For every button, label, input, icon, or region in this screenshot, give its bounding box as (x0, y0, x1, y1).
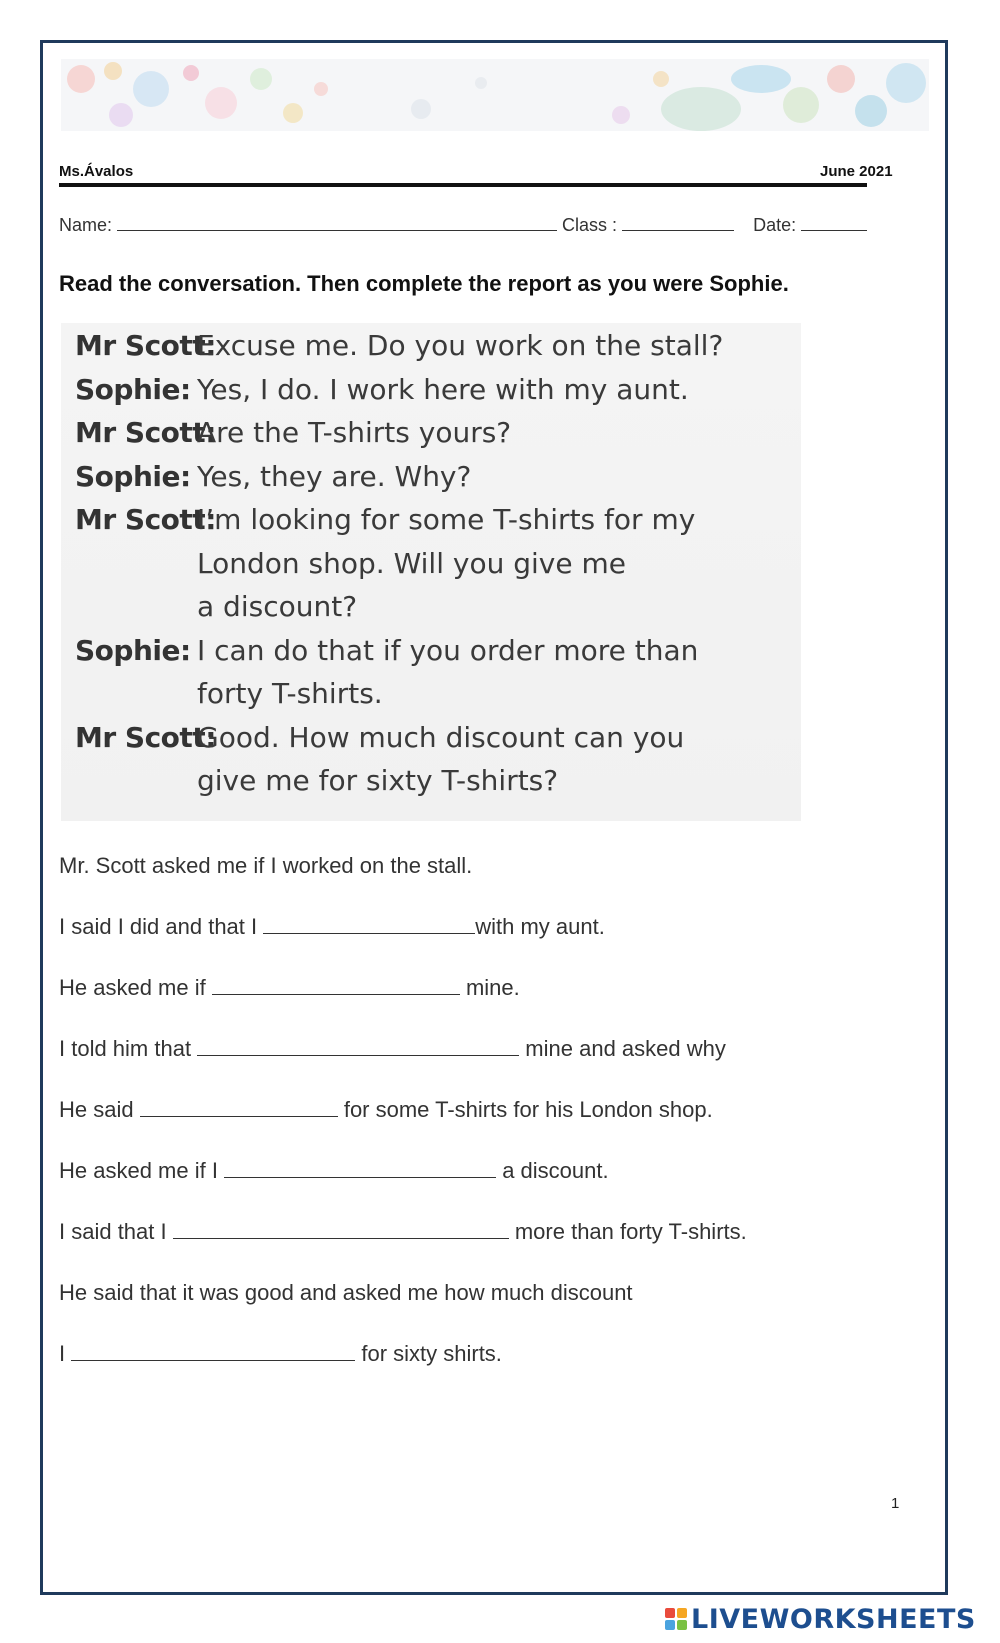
speech: I’m looking for some T-shirts for my (197, 503, 696, 536)
report-text: mine and asked why (519, 1036, 726, 1061)
speech: Are the T-shirts yours? (197, 416, 512, 449)
report-text: He asked me if I (59, 1158, 225, 1183)
report-line (59, 1341, 502, 1367)
report-text: Mr. Scott asked me if I worked on the stall. (59, 853, 473, 878)
liveworksheets-brand (665, 1602, 976, 1636)
speaker: Mr Scott: (75, 503, 216, 536)
report-line (59, 914, 605, 940)
page-number: 1 (891, 1495, 900, 1512)
header-rule (59, 183, 867, 187)
report-text: He said (59, 1097, 140, 1122)
report-text: He asked me if (59, 975, 212, 1000)
header-date: June 2021 (820, 163, 893, 180)
liveworksheets-logo-icon (665, 1608, 687, 1630)
report-text: I told him that (59, 1036, 198, 1061)
speech: I can do that if you order more than (197, 634, 699, 667)
speaker: Sophie: (75, 634, 191, 667)
report-text: for some T-shirts for his London shop. (337, 1097, 713, 1122)
dialogue-box (61, 323, 801, 821)
answer-blank[interactable] (173, 1237, 509, 1239)
name-label: Name: (59, 215, 113, 235)
speech: Yes, I do. I work here with my aunt. (197, 373, 689, 406)
report-text: mine. (459, 975, 520, 1000)
report-text: I said I did and that I (59, 914, 264, 939)
answer-blank[interactable] (140, 1115, 338, 1117)
decorative-banner (61, 59, 929, 131)
instruction: Read the conversation. Then complete the report as you were Sophie. (59, 271, 789, 296)
teacher-name: Ms.Ávalos (59, 163, 134, 180)
report-line (59, 1219, 747, 1245)
answer-blank[interactable] (197, 1054, 519, 1056)
report-line (59, 1158, 609, 1184)
report-line (59, 853, 472, 879)
speech: Yes, they are. Why? (197, 460, 472, 493)
answer-blank[interactable] (212, 993, 460, 995)
report-text: with my aunt. (475, 914, 605, 939)
speech: London shop. Will you give me (197, 547, 626, 580)
student-info-row (59, 215, 867, 236)
report-text: a discount. (496, 1158, 609, 1183)
answer-blank[interactable] (224, 1176, 496, 1178)
worksheet-page (40, 40, 948, 1595)
class-blank[interactable] (622, 229, 734, 231)
report-line (59, 1036, 726, 1062)
speaker: Sophie: (75, 460, 191, 493)
report-text: for sixty shirts. (355, 1341, 502, 1366)
report-text: I said that I (59, 1219, 173, 1244)
speech: forty T-shirts. (197, 677, 383, 710)
speaker: Sophie: (75, 373, 191, 406)
report-line (59, 1097, 713, 1123)
report-line (59, 975, 520, 1001)
speech: Good. How much discount can you (197, 721, 685, 754)
report-text: I (59, 1341, 72, 1366)
date-blank[interactable] (801, 229, 867, 231)
speaker: Mr Scott: (75, 721, 216, 754)
speech: a discount? (197, 590, 358, 623)
speech: give me for sixty T-shirts? (197, 764, 559, 797)
date-label: Date: (753, 215, 797, 235)
class-label: Class : (562, 215, 618, 235)
speaker: Mr Scott: (75, 329, 216, 362)
speech: Excuse me. Do you work on the stall? (197, 329, 724, 362)
report-text: more than forty T-shirts. (508, 1219, 747, 1244)
answer-blank[interactable] (71, 1359, 355, 1361)
report-text: He said that it was good and asked me how much discount (59, 1280, 633, 1305)
speaker: Mr Scott: (75, 416, 216, 449)
report-line (59, 1280, 633, 1306)
answer-blank[interactable] (263, 932, 475, 934)
brand-name: LIVEWORKSHEETS (691, 1603, 976, 1635)
name-blank[interactable] (117, 229, 557, 231)
